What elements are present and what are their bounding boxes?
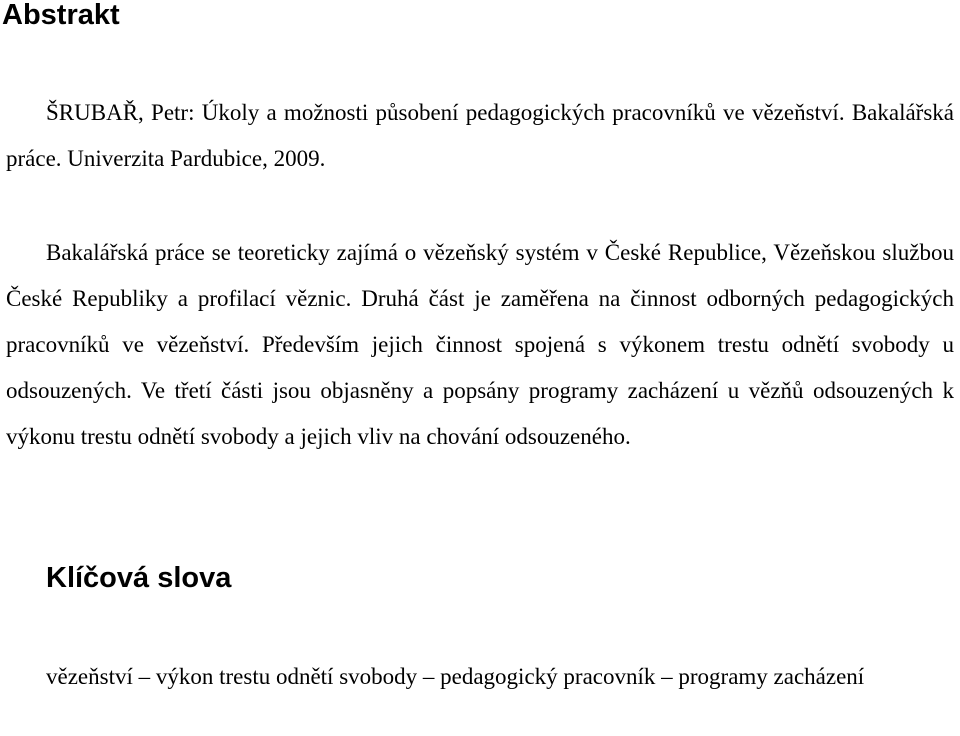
keywords-paragraph: vězeňství – výkon trestu odnětí svobody – pedagogický pracovník – programy zacházení xyxy=(46,664,865,689)
citation-paragraph: ŠRUBAŘ, Petr: Úkoly a možnosti působení pedagogických pracovníků ve vězeňství. Bakalářská práce. Univerzita Pardubice, 2009. xyxy=(6,100,954,171)
keywords-heading: Klíčová slova xyxy=(46,562,232,594)
abstract-heading: Abstrakt xyxy=(2,0,120,31)
abstract-paragraph: Bakalářská práce se teoreticky zajímá o vězeňský systém v České Republice, Vězeňskou službou České Republiky a profilací věznic. Druhá část je zaměřena na činnost odborných pedagogických pracovníků ve vězeňství. Především jejich činnost spojená s výkonem trestu odnětí svobody u odsouzených. Ve třetí části jsou objasněny a popsány programy zacházení u vězňů odsouzených k výkonu trestu odnětí svobody a jejich vliv na chování odsouzeného. xyxy=(6,240,954,449)
